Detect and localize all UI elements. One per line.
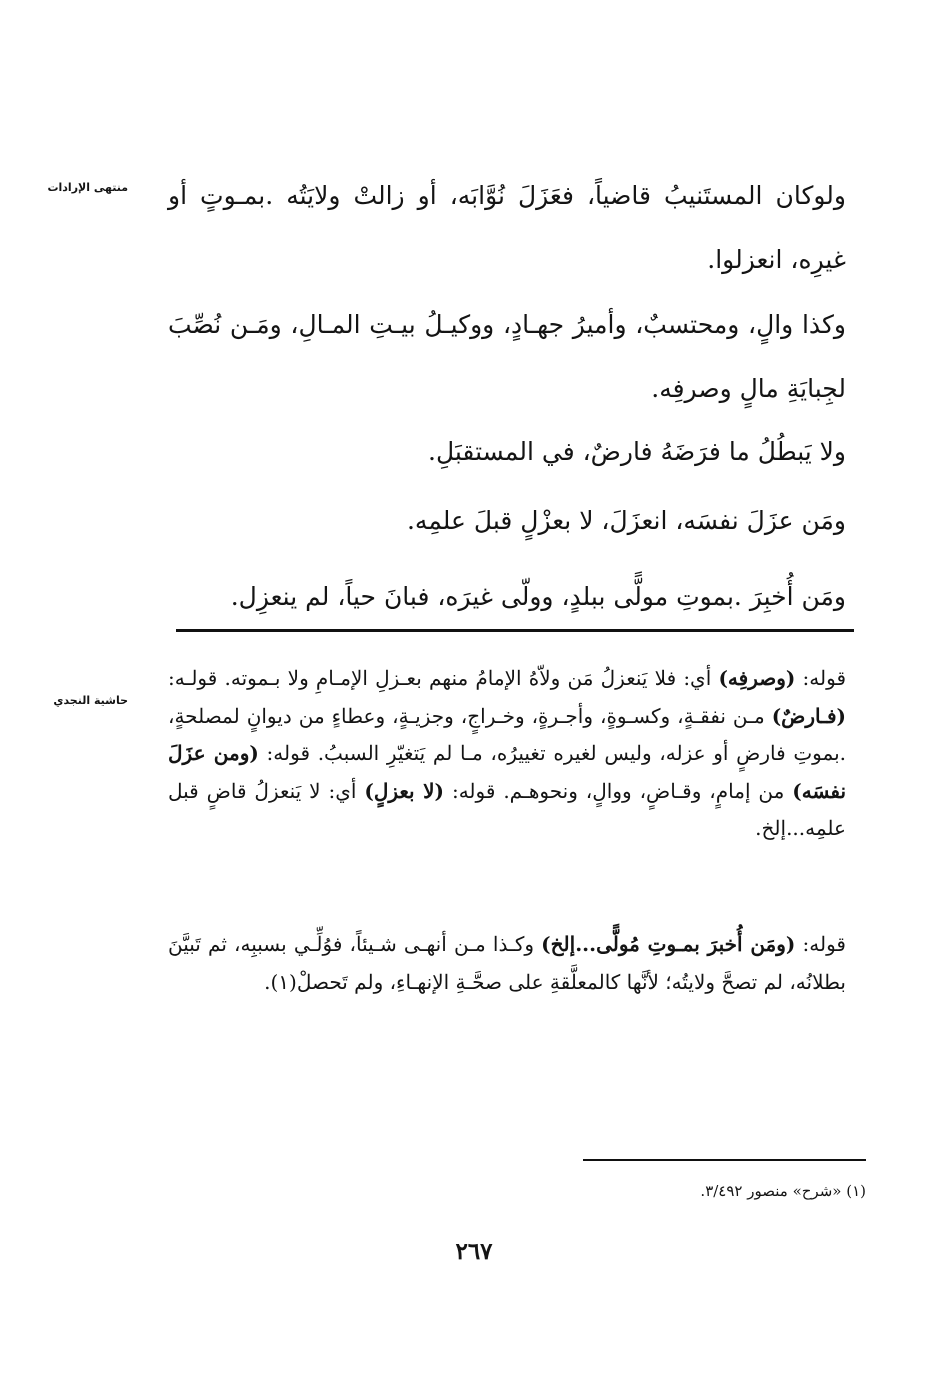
hashiya-quote: (ومَن أُخبرَ بمـوتِ مُولًّى...إلخ) xyxy=(541,932,796,956)
hashiya-quote: (وصرفِه) xyxy=(718,666,796,690)
hashiya-text: وكـذا مـن أنهـى شـيئاً، فوُلِّـي بسببِه، ثم تَبيَّنَ بطلانُه، لم تصحَّ ولايتُه؛ لأنَّها كالمعلَّقةِ على صحَّـةِ الإنهـاءِ، ولم تَحصلْ(١). xyxy=(168,932,846,994)
matn-paragraph-5: ومَن أُخبِرَ .بموتِ مولًّى ببلدٍ، وولّى غيرَه، فبانَ حياً، لم ينعزِل. xyxy=(230,582,846,611)
hashiya-text: أي: فلا يَنعزلُ مَن ولاّهُ الإمامُ منهم بعـزلِ الإمـامِ ولا بـموته. قولـه: xyxy=(168,666,719,690)
matn-paragraph-1: ولوكان المستَنيبُ قاضياً، فعَزَلَ نُوَّابَه، أو زالتْ ولايَتُه .بمـوتٍ أو غيرِه، انعزلوا. xyxy=(168,181,846,274)
side-label-matn: منتهى الإرادات xyxy=(47,181,128,194)
hashiya-quote: (فـارضٌ) xyxy=(771,703,846,728)
hashiya-paragraph-1 xyxy=(168,660,846,848)
footnote-divider xyxy=(583,1159,866,1161)
hashiya-quote: (ومن عزَلَ نفسَه) xyxy=(168,741,847,803)
hashiya-quote: (لا بعزلٍ) xyxy=(364,778,445,803)
page-number: ٢٦٧ xyxy=(455,1238,493,1265)
side-label-hashiya: حاشية النجدي xyxy=(53,694,128,707)
hashiya-text: من إمامٍ، وقـاضٍ، ووالٍ، ونحوهـم. قوله: xyxy=(444,778,793,803)
matn-paragraph-3: ولا يَبطُلُ ما فرَضَهُ فارضٌ، في المستقبَلِ. xyxy=(428,437,846,466)
hashiya-text: مـن نفقـةٍ، وكسـوةٍ، وأجـرةٍ، وخـراجٍ، وجزيـةٍ، وعطاءٍ من ديوانٍ لمصلحةٍ، .بموتِ فارضٍ أو عزله، وليس لغيره تغييرُه، مـا لم يَتغيّرِ السببُ. قوله: xyxy=(168,703,846,765)
section-divider xyxy=(176,629,854,632)
hashiya-paragraph-2 xyxy=(168,926,846,1001)
hashiya-text: أي: لا يَنعزلُ قاضٍ قبل علمِه...إلخ. xyxy=(168,778,846,840)
footnote: (١) «شرح» منصور ٣/٤٩٢. xyxy=(700,1182,866,1200)
matn-paragraph-2: وكذا والٍ، ومحتسبٌ، وأميرُ جهـادٍ، ووكيـلُ بيـتِ المـالِ، ومَـن نُصِّبَ لجِبايَةِ مالٍ وصرفِه. xyxy=(168,310,846,403)
hashiya-text: قوله: xyxy=(795,932,846,956)
matn-paragraph-4: ومَن عزَلَ نفسَه، انعزَلَ، لا بعزْلٍ قبلَ علمِه. xyxy=(406,506,846,535)
hashiya-text: قوله: xyxy=(795,666,846,690)
